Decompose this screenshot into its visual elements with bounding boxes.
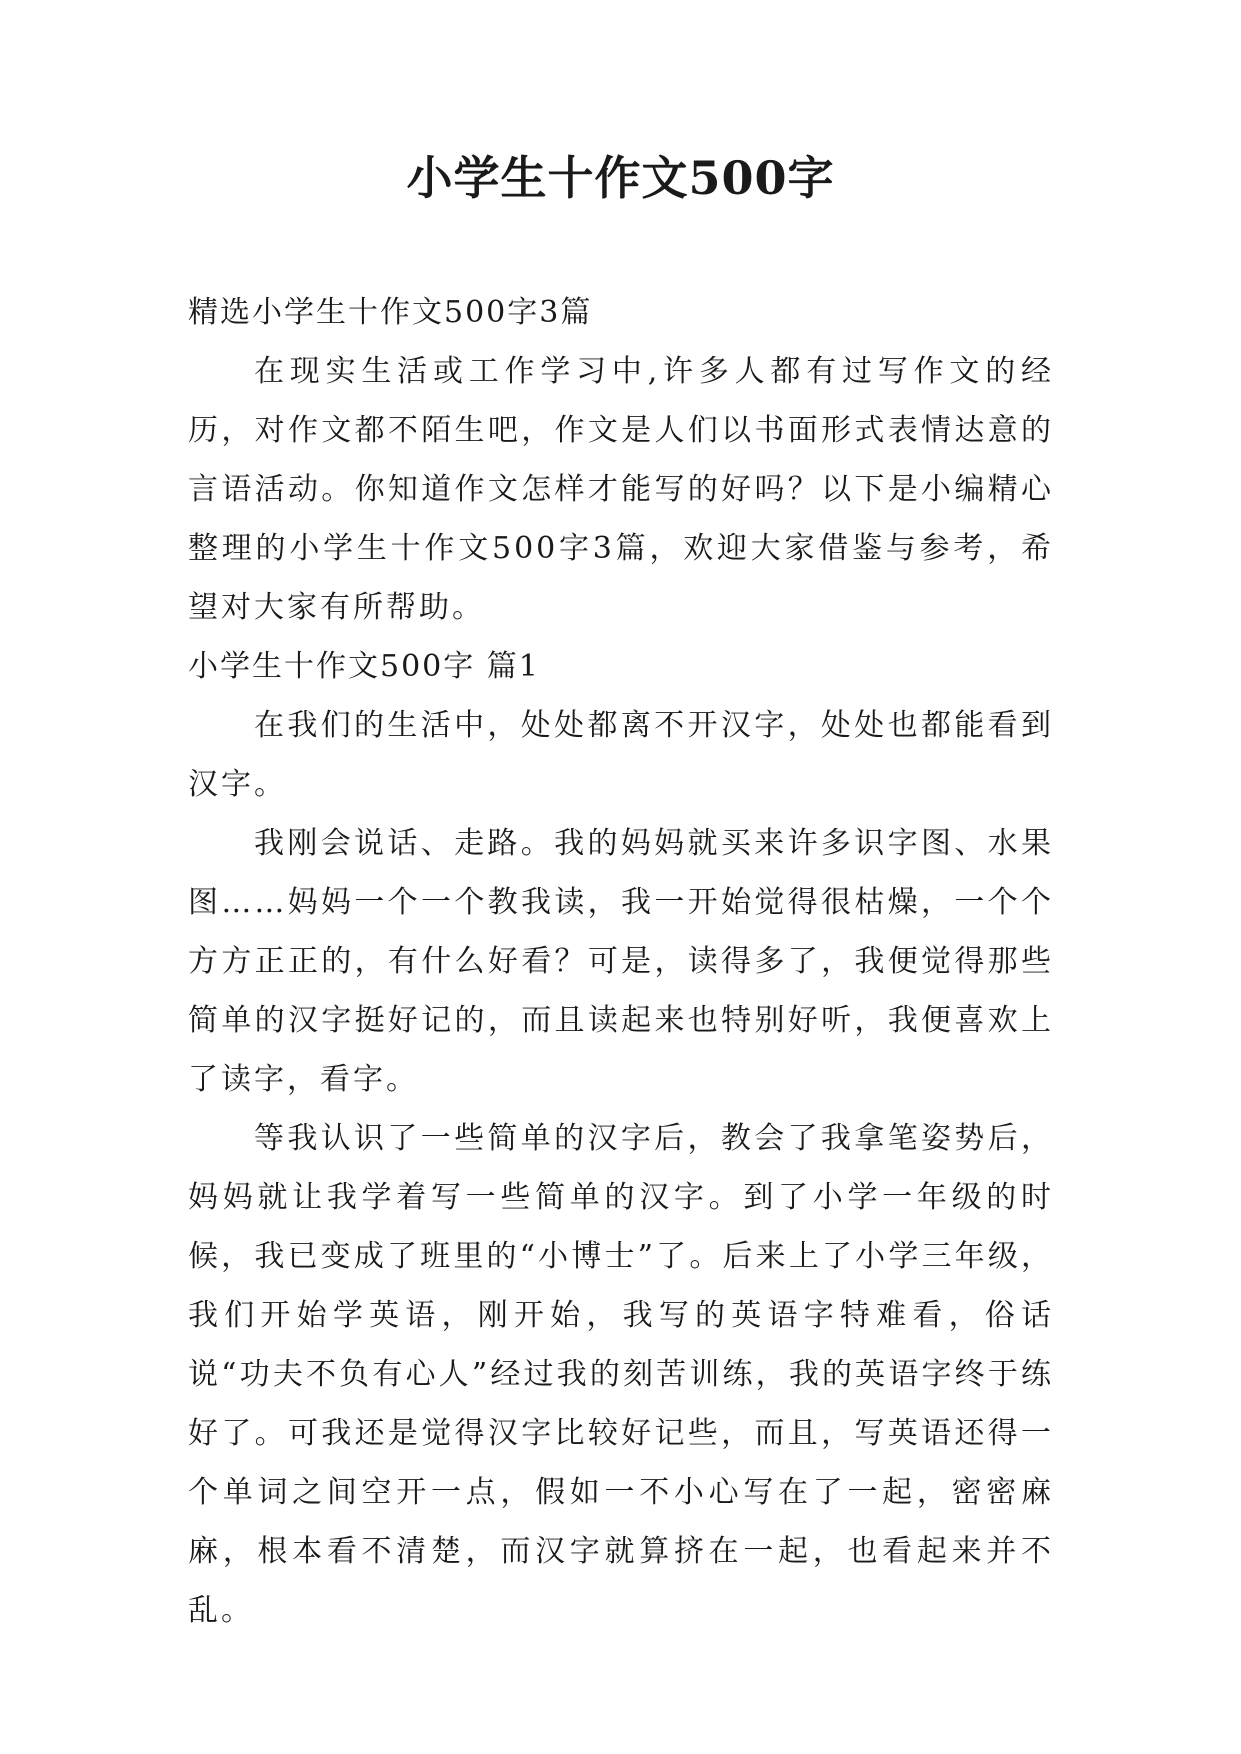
document-body [188, 283, 1054, 1640]
collection-subtitle: 精选小学生十作文500字3篇 [188, 295, 593, 330]
document-title: 小学生十作文500字 [406, 151, 835, 205]
section-heading: 小学生十作文500字 篇1 [188, 649, 540, 684]
intro-paragraph: 在现实生活或工作学习中,许多人都有过写作文的经历，对作文都不陌生吧，作文是人们以书面形式表情达意的言语活动。你知道作文怎样才能写的好吗？以下是小编精心整理的小学生十作文500字3篇，欢迎大家借鉴与参考，希望对大家有所帮助。 [188, 354, 1054, 625]
body-paragraph: 等我认识了一些简单的汉字后，教会了我拿笔姿势后，妈妈就让我学着写一些简单的汉字。到了小学一年级的时候，我已变成了班里的“小博士”了。后来上了小学三年级，我们开始学英语，刚开始，我写的英语字特难看，俗话说“功夫不负有心人”经过我的刻苦训练，我的英语字终于练好了。可我还是觉得汉字比较好记些，而且，写英语还得一个单词之间空开一点，假如一不小心写在了一起，密密麻麻，根本看不清楚，而汉字就算挤在一起，也看起来并不乱。 [188, 1121, 1054, 1628]
body-paragraph: 在我们的生活中，处处都离不开汉字，处处也都能看到汉字。 [188, 708, 1054, 802]
body-paragraph: 我刚会说话、走路。我的妈妈就买来许多识字图、水果图……妈妈一个一个教我读，我一开始觉得很枯燥，一个个方方正正的，有什么好看？可是，读得多了，我便觉得那些简单的汉字挺好记的，而且读起来也特别好听，我便喜欢上了读字，看字。 [188, 826, 1054, 1097]
